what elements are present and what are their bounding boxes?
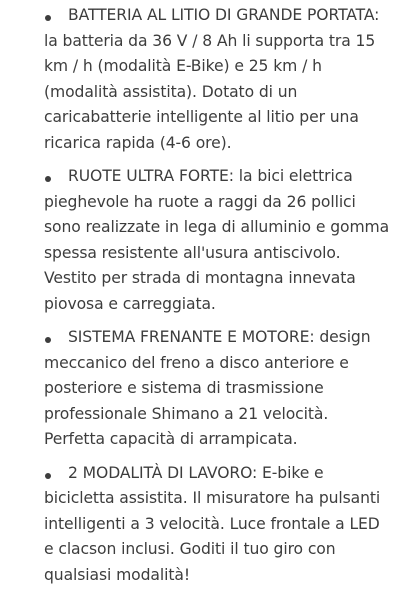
bullet-item-heading: RUOTE ULTRA FORTE: la bici elettrica [68, 167, 353, 185]
bullet-item-text: meccanico del freno a disco anteriore e posteriore e sistema di trasmissione professionale Shimano a 21 velocità. Perfetta capacità di arrampicata. [44, 353, 349, 448]
bullet-dot-icon [45, 15, 51, 21]
bullet-dot-icon [45, 473, 51, 479]
bullet-item-work-modes [0, 461, 400, 589]
bullet-item-text: pieghevole ha ruote a raggi da 26 pollici sono realizzate in lega di alluminio e gomma spessa resistente all'usura antiscivolo. Vestito per strada di montagna innevata piovosa e carreggiata. [44, 192, 390, 313]
bullet-item-battery [0, 3, 400, 156]
bullet-dot-icon [45, 337, 51, 343]
bullet-dot-icon [45, 176, 51, 182]
feature-bullet-list [0, 3, 400, 596]
bullet-item-heading: 2 MODALITÀ DI LAVORO: E-bike e [68, 463, 324, 482]
top-crop-edge [0, 0, 400, 6]
bullet-item-heading: SISTEMA FRENANTE E MOTORE: design [68, 328, 371, 346]
bullet-item-brakes-motor [0, 325, 400, 453]
bullet-item-text: bicicletta assistita. Il misuratore ha pulsanti intelligenti a 3 velocità. Luce frontale a LED e clacson inclusi. Goditi il tuo giro con qualsiasi modalità! [44, 489, 381, 584]
bullet-item-text: la batteria da 36 V / 8 Ah li supporta tra 15 km / h (modalità E-Bike) e 25 km / h (modalità assistita). Dotato di un caricabatterie intelligente al litio per una ricarica rapida (4-6 ore). [44, 31, 376, 152]
bullet-item-heading: BATTERIA AL LITIO DI GRANDE PORTATA: [68, 6, 380, 24]
bullet-item-wheels [0, 164, 400, 317]
